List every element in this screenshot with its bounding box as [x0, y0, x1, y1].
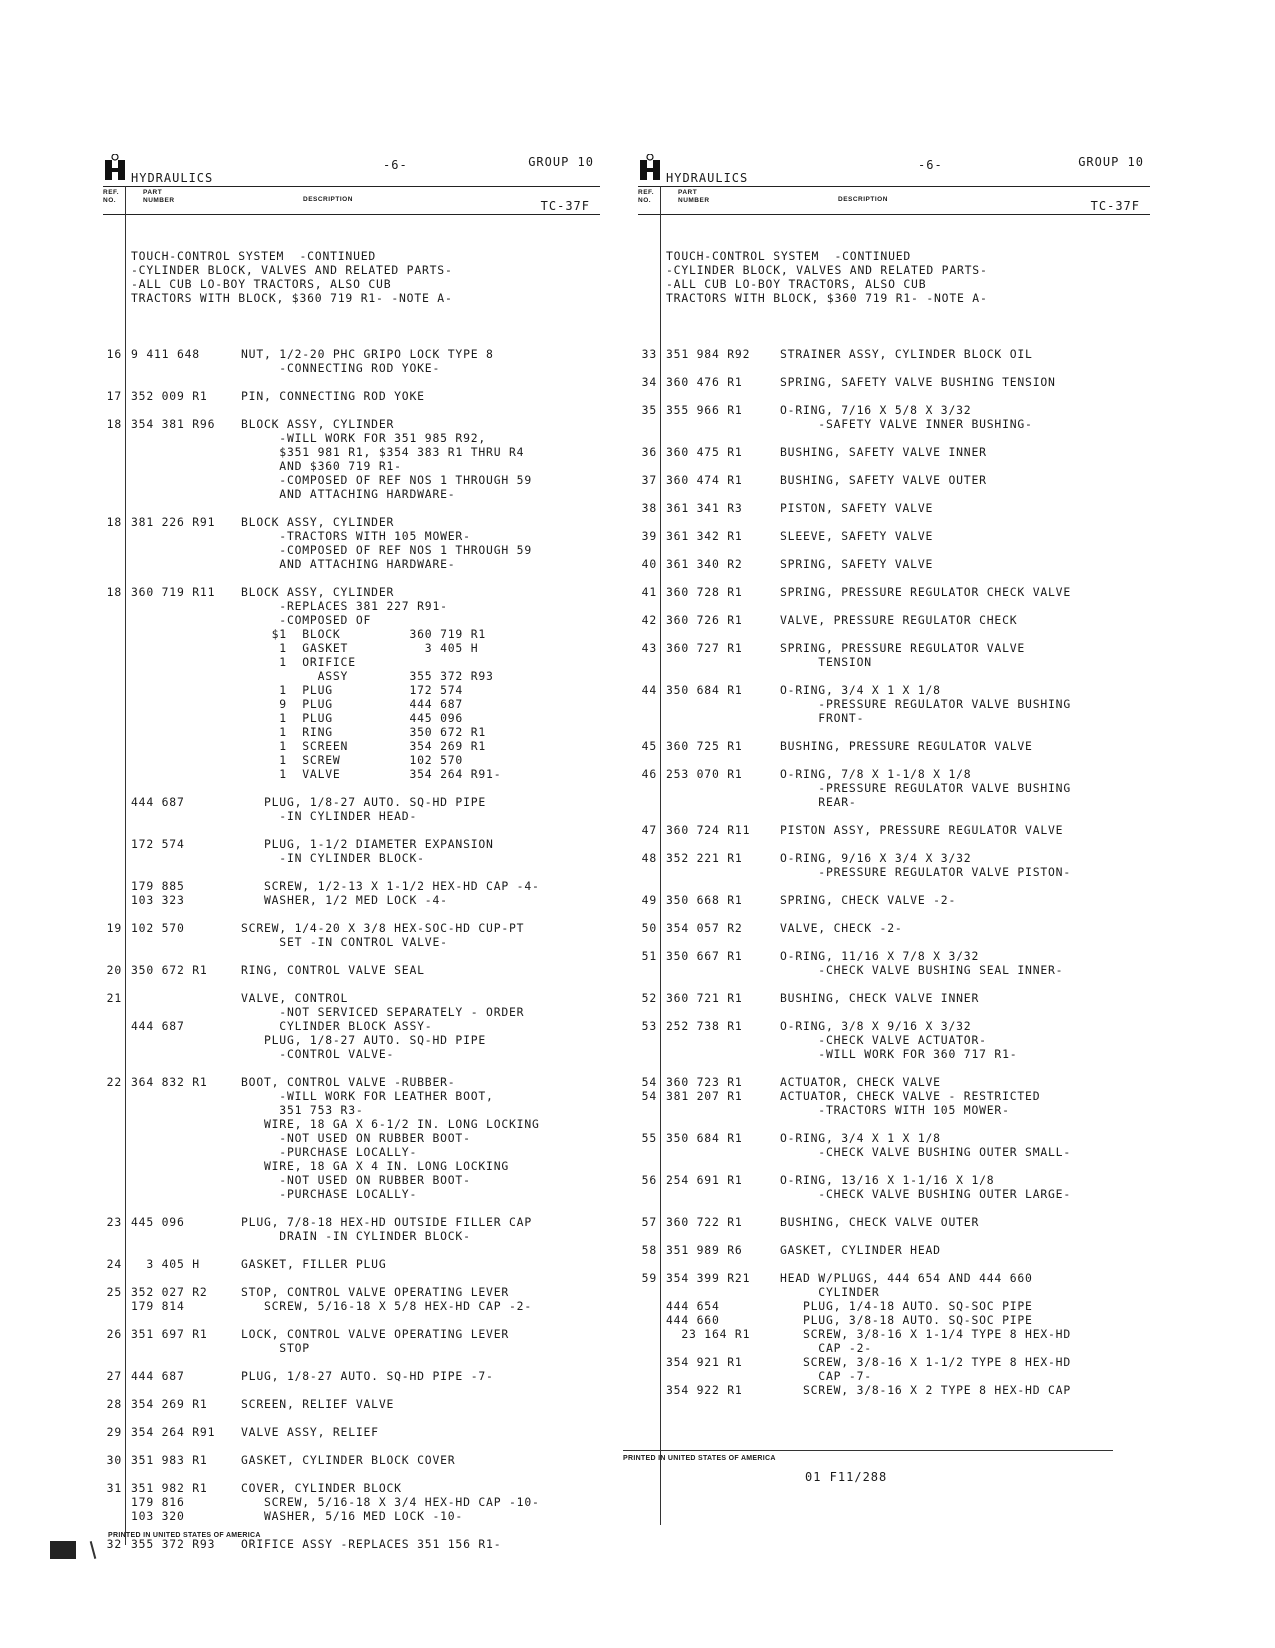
ref-number: 17 — [106, 389, 122, 403]
part-description: PISTON, SAFETY VALVE — [780, 501, 934, 515]
part-row — [641, 473, 1150, 487]
part-row — [106, 417, 600, 501]
part-number: 355 966 R1 — [666, 403, 743, 417]
part-description: VALVE, CHECK -2- — [780, 921, 903, 935]
part-row — [106, 389, 600, 403]
ref-number: 51 — [641, 949, 657, 963]
part-description: STOP, CONTROL VALVE OPERATING LEVER SCREW, 5/16-18 X 5/8 HEX-HD CAP -2- — [241, 1285, 532, 1313]
ref-number: 18 — [106, 585, 122, 599]
ref-number: 25 — [106, 1285, 122, 1299]
part-row — [106, 1285, 600, 1313]
part-description: BUSHING, SAFETY VALVE INNER — [780, 445, 987, 459]
part-number: 361 342 R1 — [666, 529, 743, 543]
part-row — [131, 837, 600, 865]
part-number: 172 574 — [131, 837, 185, 851]
part-row — [106, 1397, 600, 1411]
ih-logo-icon — [105, 154, 125, 180]
part-description: VALVE, PRESSURE REGULATOR CHECK — [780, 613, 1018, 627]
part-row — [641, 641, 1150, 669]
description-header: DESCRIPTION — [838, 196, 888, 203]
part-number: 350 672 R1 — [131, 963, 208, 977]
ref-number: 26 — [106, 1327, 122, 1341]
ref-number: 39 — [641, 529, 657, 543]
part-row — [106, 585, 600, 781]
part-description: BLOCK ASSY, CYLINDER -WILL WORK FOR 351 985 R92, $351 981 R1, $354 383 R1 THRU R4 AND $360 719 R1- -COMPOSED OF REF NOS 1 THROUGH 59 AND ATTACHING HARDWARE- — [241, 417, 532, 501]
ref-number: 52 — [641, 991, 657, 1005]
section-title: HYDRAULICS — [131, 171, 214, 185]
part-row — [106, 1481, 600, 1523]
page-number: -6- — [918, 158, 943, 172]
part-number: 360 721 R1 — [666, 991, 743, 1005]
part-description: SPRING, SAFETY VALVE — [780, 557, 934, 571]
part-number: 352 027 R2 179 814 — [131, 1285, 208, 1313]
ref-number: 21 — [106, 991, 122, 1005]
part-row — [641, 1075, 1150, 1117]
part-row — [641, 557, 1150, 571]
part-number: 360 727 R1 — [666, 641, 743, 655]
part-description: STRAINER ASSY, CYLINDER BLOCK OIL — [780, 347, 1033, 361]
ref-number: 37 — [641, 473, 657, 487]
part-description: O-RING, 7/8 X 1-1/8 X 1/8 -PRESSURE REGULATOR VALVE BUSHING REAR- — [780, 767, 1071, 809]
part-number: 3 405 H — [131, 1257, 200, 1271]
part-description: BLOCK ASSY, CYLINDER -REPLACES 381 227 R91- -COMPOSED OF $1 BLOCK 360 719 R1 1 GASKET 3 405 H 1 ORIFICE ASSY 355 372 R93 1 PLUG 172 574 9 PLUG 444 687 1 PLUG 445 096 1 RING 350 672 R1 1 SCREEN 354 269 R1 1 SCREW 102 570 1 VALVE 354 264 R91- — [241, 585, 502, 781]
page-header — [638, 150, 1150, 216]
ref-number: 18 — [106, 515, 122, 529]
page-number: -6- — [383, 158, 408, 172]
part-row — [106, 921, 600, 949]
part-description: O-RING, 3/4 X 1 X 1/8 -CHECK VALVE BUSHING OUTER SMALL- — [780, 1131, 1071, 1159]
part-description: PLUG, 1/8-27 AUTO. SQ-HD PIPE -IN CYLINDER HEAD- — [263, 795, 487, 823]
ref-number: 56 — [641, 1173, 657, 1187]
parts-list — [103, 216, 600, 1593]
part-row — [641, 1019, 1150, 1061]
part-number-header: PART NUMBER — [678, 189, 710, 204]
group-label: GROUP 10 — [1078, 155, 1144, 169]
part-description: O-RING, 13/16 X 1-1/16 X 1/8 -CHECK VALVE BUSHING OUTER LARGE- — [780, 1173, 1071, 1201]
ref-number: 27 — [106, 1369, 122, 1383]
part-number: 444 687 — [131, 795, 185, 809]
part-number: 360 719 R11 — [131, 585, 216, 599]
part-number: 360 723 R1 381 207 R1 — [666, 1075, 743, 1103]
ref-number: 43 — [641, 641, 657, 655]
part-description: VALVE, CONTROL -NOT SERVICED SEPARATELY - ORDER CYLINDER BLOCK ASSY- PLUG, 1/8-27 AUTO. SQ-HD PIPE -CONTROL VALVE- — [241, 991, 525, 1061]
ref-number: 48 — [641, 851, 657, 865]
part-description: VALVE ASSY, RELIEF — [241, 1425, 379, 1439]
part-description: SPRING, SAFETY VALVE BUSHING TENSION — [780, 375, 1056, 389]
left-footer: PRINTED IN UNITED STATES OF AMERICA — [108, 1532, 261, 1539]
part-description: BOOT, CONTROL VALVE -RUBBER- -WILL WORK FOR LEATHER BOOT, 351 753 R3- WIRE, 18 GA X 6-1/2 IN. LONG LOCKING -NOT USED ON RUBBER BOOT- -PURCHASE LOCALLY- WIRE, 18 GA X 4 IN. LONG LOCKING -NOT USED ON RUBBER BOOT- -PURCHASE LOCALLY- — [241, 1075, 540, 1201]
part-description: O-RING, 9/16 X 3/4 X 3/32 -PRESSURE REGULATOR VALVE PISTON- — [780, 851, 1071, 879]
ref-number: 40 — [641, 557, 657, 571]
part-number-header: PART NUMBER — [143, 189, 175, 204]
part-row — [641, 375, 1150, 389]
part-number: 350 668 R1 — [666, 893, 743, 907]
part-number: 9 411 648 — [131, 347, 200, 361]
ref-no-header: REF. NO. — [103, 189, 120, 204]
part-number: 361 341 R3 — [666, 501, 743, 515]
part-description: BUSHING, CHECK VALVE INNER — [780, 991, 980, 1005]
part-row — [641, 403, 1150, 431]
part-description: SPRING, PRESSURE REGULATOR VALVE TENSION — [780, 641, 1026, 669]
footer-rule — [623, 1450, 1113, 1451]
header-rule — [638, 186, 1150, 187]
part-row — [106, 1075, 600, 1201]
part-number: 360 725 R1 — [666, 739, 743, 753]
header-rule — [103, 186, 600, 187]
part-row — [641, 767, 1150, 809]
ref-number: 57 — [641, 1215, 657, 1229]
part-number: 364 832 R1 — [131, 1075, 208, 1089]
part-row — [641, 991, 1150, 1005]
part-row — [641, 921, 1150, 935]
illustration-code: TC-37F — [1090, 199, 1140, 213]
description-header: DESCRIPTION — [303, 196, 353, 203]
ref-number: 59 — [641, 1271, 657, 1285]
part-description: O-RING, 3/4 X 1 X 1/8 -PRESSURE REGULATOR VALVE BUSHING FRONT- — [780, 683, 1071, 725]
ref-number: 36 — [641, 445, 657, 459]
section-intro: TOUCH-CONTROL SYSTEM -CONTINUED -CYLINDER BLOCK, VALVES AND RELATED PARTS- -ALL CUB LO-BOY TRACTORS, ALSO CUB TRACTORS WITH BLOCK, $360 719 R1- -NOTE A- — [666, 249, 988, 305]
part-row — [106, 991, 600, 1061]
right-footer: PRINTED IN UNITED STATES OF AMERICA — [623, 1455, 776, 1462]
ref-number: 38 — [641, 501, 657, 515]
part-row — [641, 1173, 1150, 1201]
part-description: GASKET, CYLINDER HEAD — [780, 1243, 941, 1257]
part-number: 179 885 103 323 — [131, 879, 185, 907]
part-description: PLUG, 1-1/2 DIAMETER EXPANSION -IN CYLINDER BLOCK- — [263, 837, 494, 865]
part-number: 360 475 R1 — [666, 445, 743, 459]
part-description: PISTON ASSY, PRESSURE REGULATOR VALVE — [780, 823, 1064, 837]
part-row — [131, 795, 600, 823]
part-description: RING, CONTROL VALVE SEAL — [241, 963, 425, 977]
ref-number: 47 — [641, 823, 657, 837]
part-number: 351 989 R6 — [666, 1243, 743, 1257]
part-row — [641, 1215, 1150, 1229]
ih-logo-icon — [640, 154, 660, 180]
part-number: 361 340 R2 — [666, 557, 743, 571]
ref-number: 45 — [641, 739, 657, 753]
part-description: COVER, CYLINDER BLOCK SCREW, 5/16-18 X 3/4 HEX-HD CAP -10- WASHER, 5/16 MED LOCK -10- — [241, 1481, 540, 1523]
document-number: 01 F11/288 — [805, 1470, 888, 1484]
part-description: HEAD W/PLUGS, 444 654 AND 444 660 CYLINDER PLUG, 1/4-18 AUTO. SQ-SOC PIPE PLUG, 3/8-18 AUTO. SQ-SOC PIPE SCREW, 3/8-16 X 1-1/4 TYPE 8 HEX-HD CAP -2- SCREW, 3/8-16 X 1-1/2 TYPE 8 HEX-HD CAP -7- SCREW, 3/8-16 X 2 TYPE 8 HEX-HD CAP — [780, 1271, 1071, 1397]
ref-number: 30 — [106, 1453, 122, 1467]
part-row — [641, 445, 1150, 459]
header-rule — [638, 214, 1150, 215]
scan-mark — [50, 1541, 76, 1559]
part-description: O-RING, 7/16 X 5/8 X 3/32 -SAFETY VALVE INNER BUSHING- — [780, 403, 1033, 431]
parts-list — [638, 216, 1150, 1439]
part-row — [106, 515, 600, 571]
part-number: 351 983 R1 — [131, 1453, 208, 1467]
part-description: PLUG, 7/8-18 HEX-HD OUTSIDE FILLER CAP DRAIN -IN CYLINDER BLOCK- — [241, 1215, 532, 1243]
part-number: 354 057 R2 — [666, 921, 743, 935]
part-description: SCREEN, RELIEF VALVE — [241, 1397, 395, 1411]
part-number: 350 667 R1 — [666, 949, 743, 963]
part-number: 350 684 R1 — [666, 683, 743, 697]
ref-number: 19 — [106, 921, 122, 935]
part-number: 254 691 R1 — [666, 1173, 743, 1187]
part-description: PLUG, 1/8-27 AUTO. SQ-HD PIPE -7- — [241, 1369, 494, 1383]
part-row — [106, 1215, 600, 1243]
ref-number: 23 — [106, 1215, 122, 1229]
ref-number: 41 — [641, 585, 657, 599]
ref-number: 16 — [106, 347, 122, 361]
ref-number: 50 — [641, 921, 657, 935]
ref-number: 31 — [106, 1481, 122, 1495]
part-number: 360 722 R1 — [666, 1215, 743, 1229]
part-description: BUSHING, SAFETY VALVE OUTER — [780, 473, 987, 487]
part-row — [106, 1257, 600, 1271]
ref-number: 24 — [106, 1257, 122, 1271]
part-number: 360 728 R1 — [666, 585, 743, 599]
ref-number: 34 — [641, 375, 657, 389]
page-header — [103, 150, 600, 216]
right-parts-page — [638, 150, 1150, 1525]
part-number: 350 684 R1 — [666, 1131, 743, 1145]
part-row — [641, 739, 1150, 753]
part-row — [641, 683, 1150, 725]
part-description: O-RING, 3/8 X 9/16 X 3/32 -CHECK VALVE ACTUATOR- -WILL WORK FOR 360 717 R1- — [780, 1019, 1018, 1061]
part-row — [106, 1537, 600, 1551]
part-number: 444 687 — [131, 1369, 185, 1383]
part-description: NUT, 1/2-20 PHC GRIPO LOCK TYPE 8 -CONNECTING ROD YOKE- — [241, 347, 494, 375]
part-row — [131, 879, 600, 907]
part-description: PIN, CONNECTING ROD YOKE — [241, 389, 425, 403]
part-row — [641, 949, 1150, 977]
ref-number: 46 — [641, 767, 657, 781]
part-number: 381 226 R91 — [131, 515, 216, 529]
ref-number: 44 — [641, 683, 657, 697]
part-description: BUSHING, CHECK VALVE OUTER — [780, 1215, 980, 1229]
section-intro: TOUCH-CONTROL SYSTEM -CONTINUED -CYLINDER BLOCK, VALVES AND RELATED PARTS- -ALL CUB LO-BOY TRACTORS, ALSO CUB TRACTORS WITH BLOCK, $360 719 R1- -NOTE A- — [131, 249, 453, 305]
part-row — [641, 585, 1150, 599]
part-row — [641, 1243, 1150, 1257]
ref-number: 18 — [106, 417, 122, 431]
part-row — [641, 893, 1150, 907]
part-row — [641, 613, 1150, 627]
part-number: 354 264 R91 — [131, 1425, 216, 1439]
part-number: 351 697 R1 — [131, 1327, 208, 1341]
left-parts-page — [103, 150, 600, 1551]
part-row — [641, 347, 1150, 361]
part-row — [641, 501, 1150, 515]
part-description: SLEEVE, SAFETY VALVE — [780, 529, 934, 543]
part-number: 445 096 — [131, 1215, 185, 1229]
part-row — [641, 529, 1150, 543]
ref-number: 53 — [641, 1019, 657, 1033]
part-number: 351 982 R1 179 816 103 320 — [131, 1481, 208, 1523]
part-description: SCREW, 1/4-20 X 3/8 HEX-SOC-HD CUP-PT SET -IN CONTROL VALVE- — [241, 921, 525, 949]
part-number: 354 399 R21 444 654 444 660 23 164 R1 354 921 R1 354 922 R1 — [666, 1271, 751, 1397]
part-row — [106, 1369, 600, 1383]
part-number: 444 687 — [131, 1019, 185, 1033]
ref-number: 58 — [641, 1243, 657, 1257]
illustration-code: TC-37F — [540, 199, 590, 213]
part-description: SPRING, CHECK VALVE -2- — [780, 893, 957, 907]
part-description: SCREW, 1/2-13 X 1-1/2 HEX-HD CAP -4- WASHER, 1/2 MED LOCK -4- — [263, 879, 540, 907]
section-title: HYDRAULICS — [666, 171, 749, 185]
part-row — [106, 1425, 600, 1439]
part-description: GASKET, CYLINDER BLOCK COVER — [241, 1453, 456, 1467]
part-number: 360 474 R1 — [666, 473, 743, 487]
part-number: 360 724 R11 — [666, 823, 751, 837]
part-number: 360 726 R1 — [666, 613, 743, 627]
header-rule — [103, 214, 600, 215]
part-number: 354 381 R96 — [131, 417, 216, 431]
part-row — [641, 1131, 1150, 1159]
ref-number: 29 — [106, 1425, 122, 1439]
ref-number: 35 — [641, 403, 657, 417]
ref-number: 32 — [106, 1537, 122, 1551]
part-description: ORIFICE ASSY -REPLACES 351 156 R1- — [241, 1537, 502, 1551]
part-row — [641, 823, 1150, 837]
part-number: 102 570 — [131, 921, 185, 935]
part-row — [641, 1271, 1150, 1397]
ref-number: 33 — [641, 347, 657, 361]
ref-no-header: REF. NO. — [638, 189, 655, 204]
part-number: 354 269 R1 — [131, 1397, 208, 1411]
part-description: SPRING, PRESSURE REGULATOR CHECK VALVE — [780, 585, 1071, 599]
part-row — [106, 1327, 600, 1355]
ref-number: 28 — [106, 1397, 122, 1411]
part-row — [106, 963, 600, 977]
part-description: GASKET, FILLER PLUG — [241, 1257, 387, 1271]
part-number: 355 372 R93 — [131, 1537, 216, 1551]
group-label: GROUP 10 — [528, 155, 594, 169]
ref-number: 55 — [641, 1131, 657, 1145]
part-row — [106, 347, 600, 375]
part-number: 360 476 R1 — [666, 375, 743, 389]
part-number: 253 070 R1 — [666, 767, 743, 781]
part-description: ACTUATOR, CHECK VALVE ACTUATOR, CHECK VALVE - RESTRICTED -TRACTORS WITH 105 MOWER- — [780, 1075, 1041, 1117]
ref-number: 22 — [106, 1075, 122, 1089]
ref-number: 42 — [641, 613, 657, 627]
part-number: 352 221 R1 — [666, 851, 743, 865]
part-row — [106, 1453, 600, 1467]
part-row — [641, 851, 1150, 879]
part-number: 252 738 R1 — [666, 1019, 743, 1033]
part-description: LOCK, CONTROL VALVE OPERATING LEVER STOP — [241, 1327, 510, 1355]
part-number: 352 009 R1 — [131, 389, 208, 403]
scan-mark — [90, 1541, 97, 1559]
part-description: BUSHING, PRESSURE REGULATOR VALVE — [780, 739, 1033, 753]
ref-number: 54 54 — [641, 1075, 657, 1103]
ref-number: 20 — [106, 963, 122, 977]
part-description: BLOCK ASSY, CYLINDER -TRACTORS WITH 105 MOWER- -COMPOSED OF REF NOS 1 THROUGH 59 AND ATTACHING HARDWARE- — [241, 515, 532, 571]
part-number: 351 984 R92 — [666, 347, 751, 361]
part-description: O-RING, 11/16 X 7/8 X 3/32 -CHECK VALVE BUSHING SEAL INNER- — [780, 949, 1064, 977]
ref-number: 49 — [641, 893, 657, 907]
